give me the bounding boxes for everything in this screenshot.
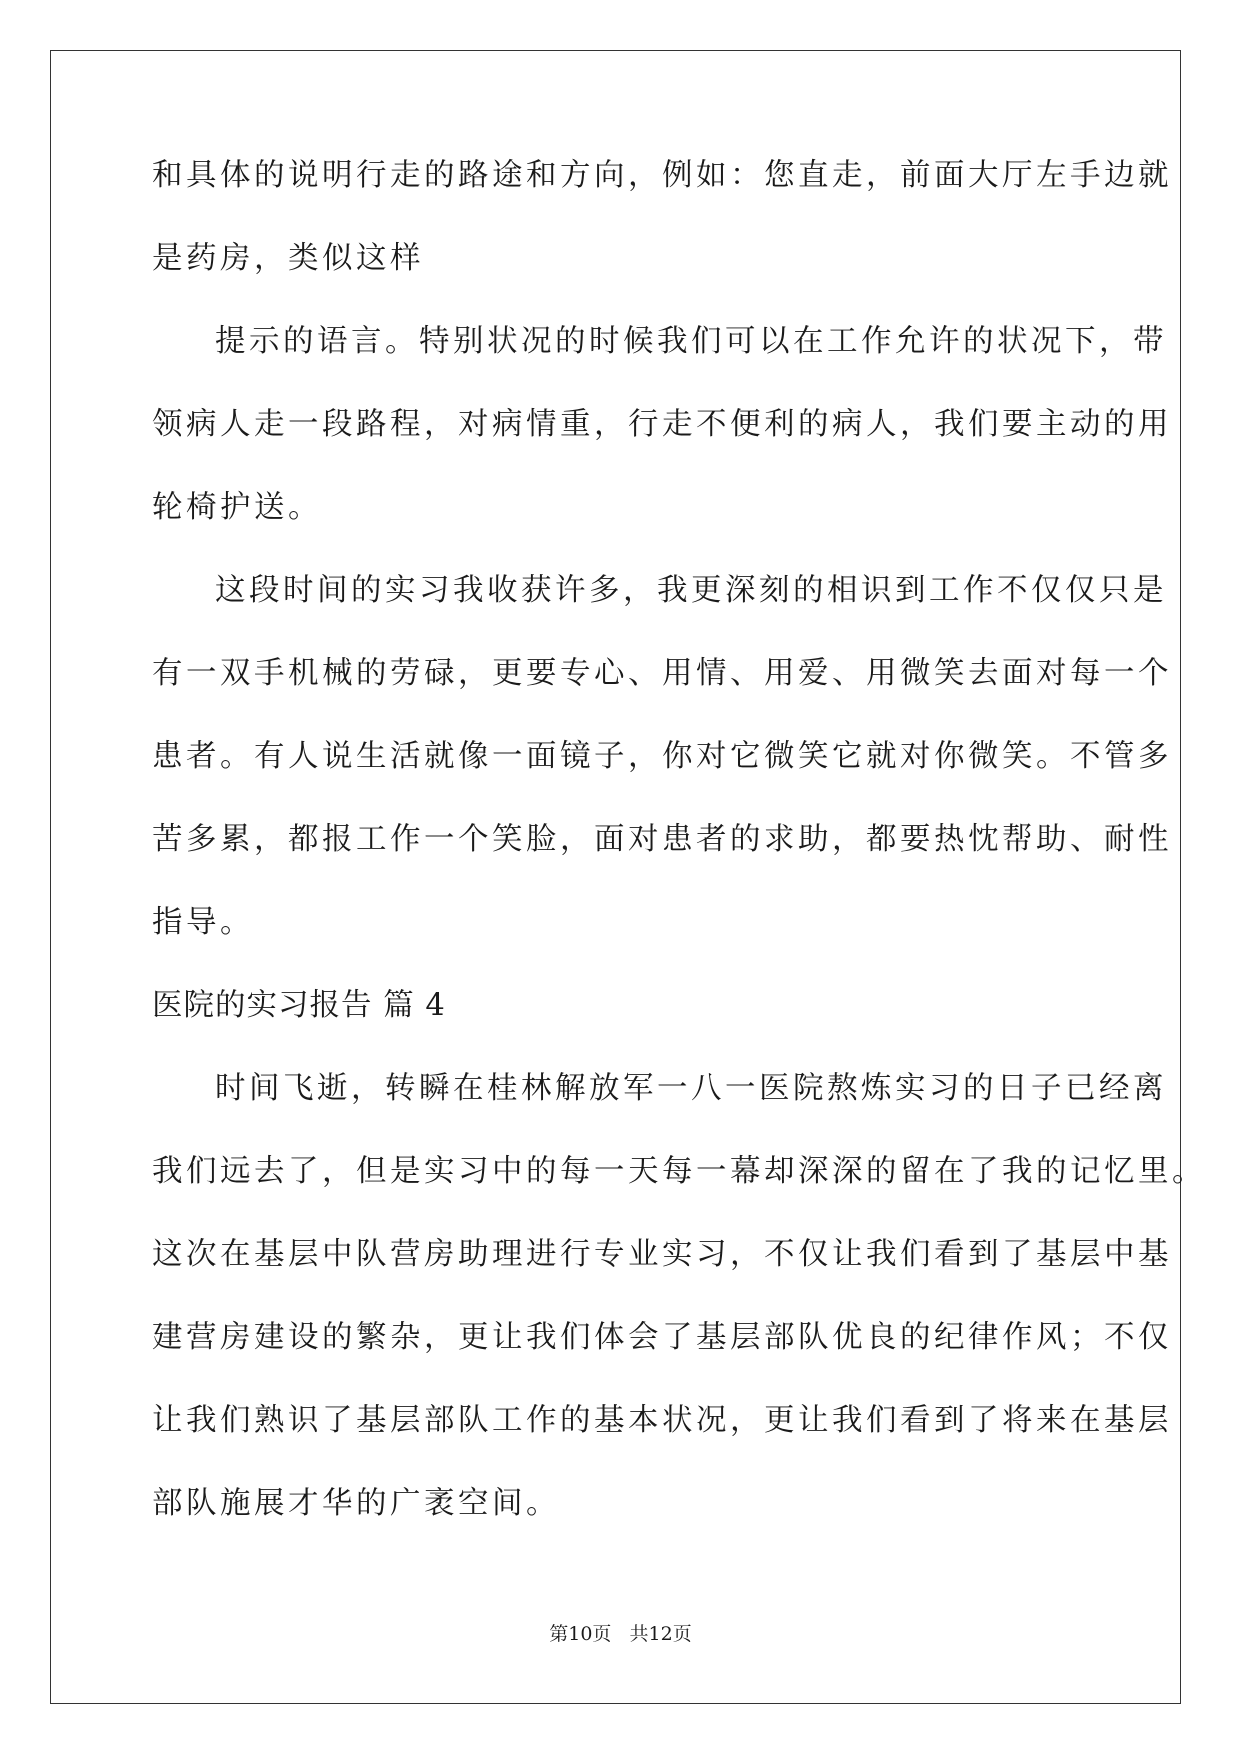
paragraph-start-line: 提示的语言。特别状况的时候我们可以在工作允许的状况下，带 <box>215 324 1167 359</box>
section-heading: 医院的实习报告 篇 4 <box>152 988 446 1023</box>
text-line: 部队施展才华的广袤空间。 <box>152 1486 560 1521</box>
text-line: 领病人走一段路程，对病情重，行走不便利的病人，我们要主动的用 <box>152 407 1172 442</box>
text-line: 是药房，类似这样 <box>152 241 424 276</box>
page-number: 第10页 共12页 <box>549 1623 692 1645</box>
paragraph-start-line: 时间飞逝，转瞬在桂林解放军一八一医院熬炼实习的日子已经离 <box>215 1071 1167 1106</box>
page-footer <box>0 1623 1241 1645</box>
text-line: 建营房建设的繁杂，更让我们体会了基层部队优良的纪律作风；不仅 <box>152 1320 1172 1355</box>
text-line: 和具体的说明行走的路途和方向，例如：您直走，前面大厅左手边就 <box>152 158 1172 193</box>
text-line: 让我们熟识了基层部队工作的基本状况，更让我们看到了将来在基层 <box>152 1403 1172 1438</box>
text-line: 患者。有人说生活就像一面镜子，你对它微笑它就对你微笑。不管多 <box>152 739 1172 774</box>
text-line: 这次在基层中队营房助理进行专业实习，不仅让我们看到了基层中基 <box>152 1237 1172 1272</box>
text-line: 我们远去了，但是实习中的每一天每一幕却深深的留在了我的记忆里。 <box>152 1154 1206 1189</box>
text-line: 轮椅护送。 <box>152 490 322 525</box>
paragraph-start-line: 这段时间的实习我收获许多，我更深刻的相识到工作不仅仅只是 <box>215 573 1167 608</box>
text-line: 指导。 <box>152 905 254 940</box>
text-line: 苦多累，都报工作一个笑脸，面对患者的求助，都要热忱帮助、耐性 <box>152 822 1172 857</box>
text-line: 有一双手机械的劳碌，更要专心、用情、用爱、用微笑去面对每一个 <box>152 656 1172 691</box>
document-body <box>152 158 1206 1569</box>
